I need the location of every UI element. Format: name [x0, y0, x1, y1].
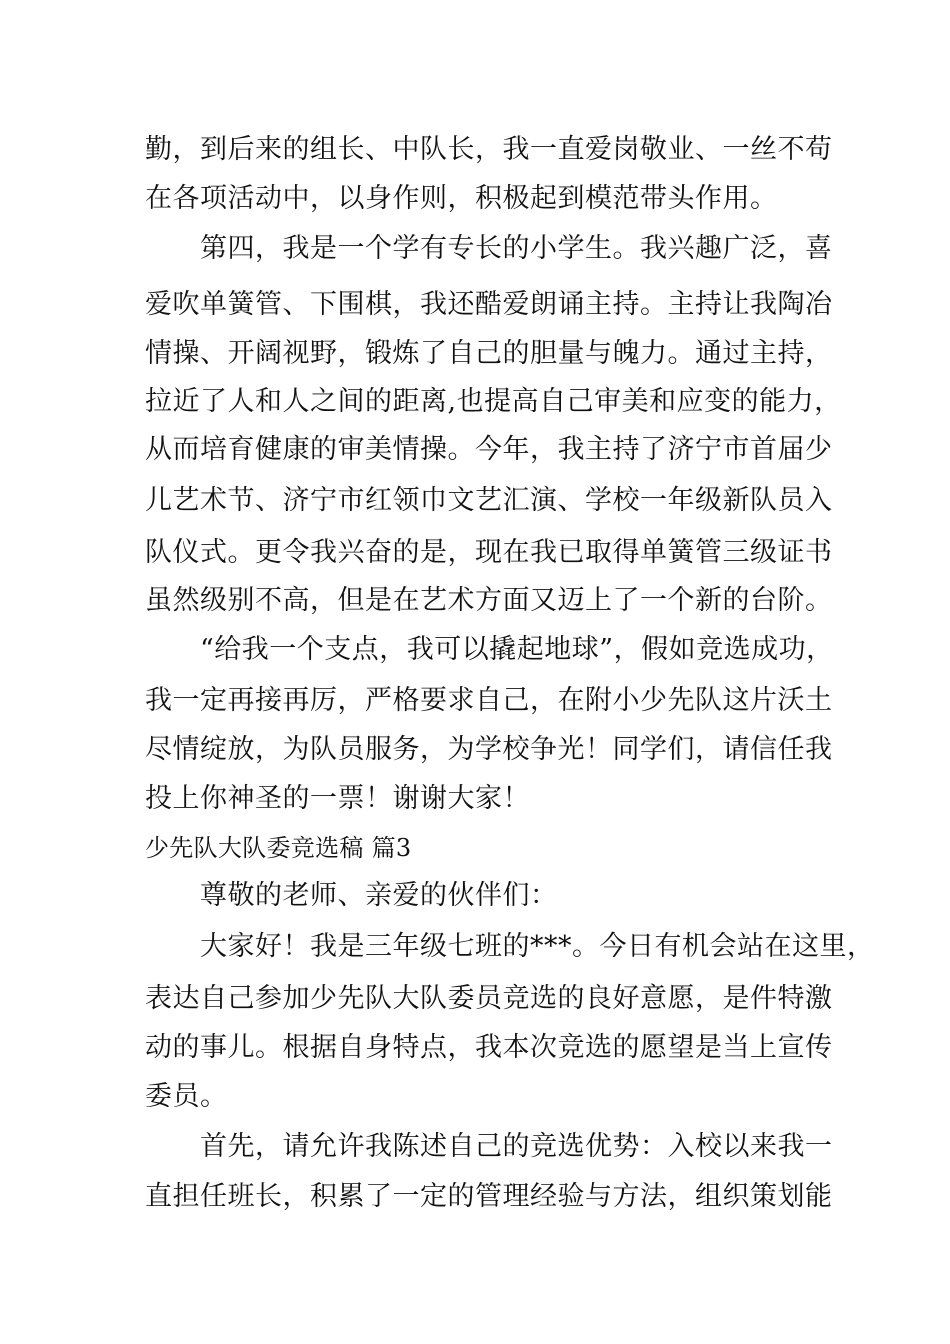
text-line: 我一定再接再厉，严格要求自己，在附小少先队这片沃土	[145, 685, 833, 716]
text-line: 情操、开阔视野，锻炼了自己的胆量与魄力。通过主持，	[145, 338, 833, 369]
text-line: 在各项活动中，以身作则，积极起到模范带头作用。	[145, 183, 778, 214]
paragraph-start-line: 大家好！我是三年级七班的***。今日有机会站在这里，	[200, 931, 875, 962]
text-line: 动的事儿。根据自身特点，我本次竞选的愿望是当上宣传	[145, 1032, 833, 1063]
section-heading: 少先队大队委竞选稿 篇3	[145, 834, 412, 862]
salutation-line: 尊敬的老师、亲爱的伙伴们：	[200, 880, 558, 911]
text-line: 队仪式。更令我兴奋的是，现在我已取得单簧管三级证书	[145, 537, 833, 568]
text-line: 虽然级别不高，但是在艺术方面又迈上了一个新的台阶。	[145, 585, 833, 616]
text-line: 拉近了人和人之间的距离,也提高自己审美和应变的能力，	[145, 386, 842, 417]
paragraph-start-line: 首先，请允许我陈述自己的竞选优势：入校以来我一	[200, 1131, 833, 1162]
text-line: 投上你神圣的一票！谢谢大家！	[145, 783, 530, 814]
paragraph-start-line: “给我一个支点，我可以撬起地球”，假如竞选成功，	[200, 634, 834, 665]
text-line: 爱吹单簧管、下围棋，我还酷爱朗诵主持。主持让我陶冶	[145, 289, 833, 320]
paragraph-start-line: 第四，我是一个学有专长的小学生。我兴趣广泛，喜	[200, 233, 833, 264]
text-line: 勤，到后来的组长、中队长，我一直爱岗敬业、一丝不苟	[145, 134, 833, 165]
text-line: 儿艺术节、济宁市红领巾文艺汇演、学校一年级新队员入	[145, 485, 833, 516]
text-line: 委员。	[145, 1081, 228, 1112]
text-line: 表达自己参加少先队大队委员竞选的良好意愿，是件特激	[145, 983, 833, 1014]
text-line: 从而培育健康的审美情操。今年，我主持了济宁市首届少	[145, 434, 833, 465]
text-line: 直担任班长，积累了一定的管理经验与方法，组织策划能	[145, 1181, 833, 1212]
text-line: 尽情绽放，为队员服务，为学校争光！同学们，请信任我	[145, 734, 833, 765]
